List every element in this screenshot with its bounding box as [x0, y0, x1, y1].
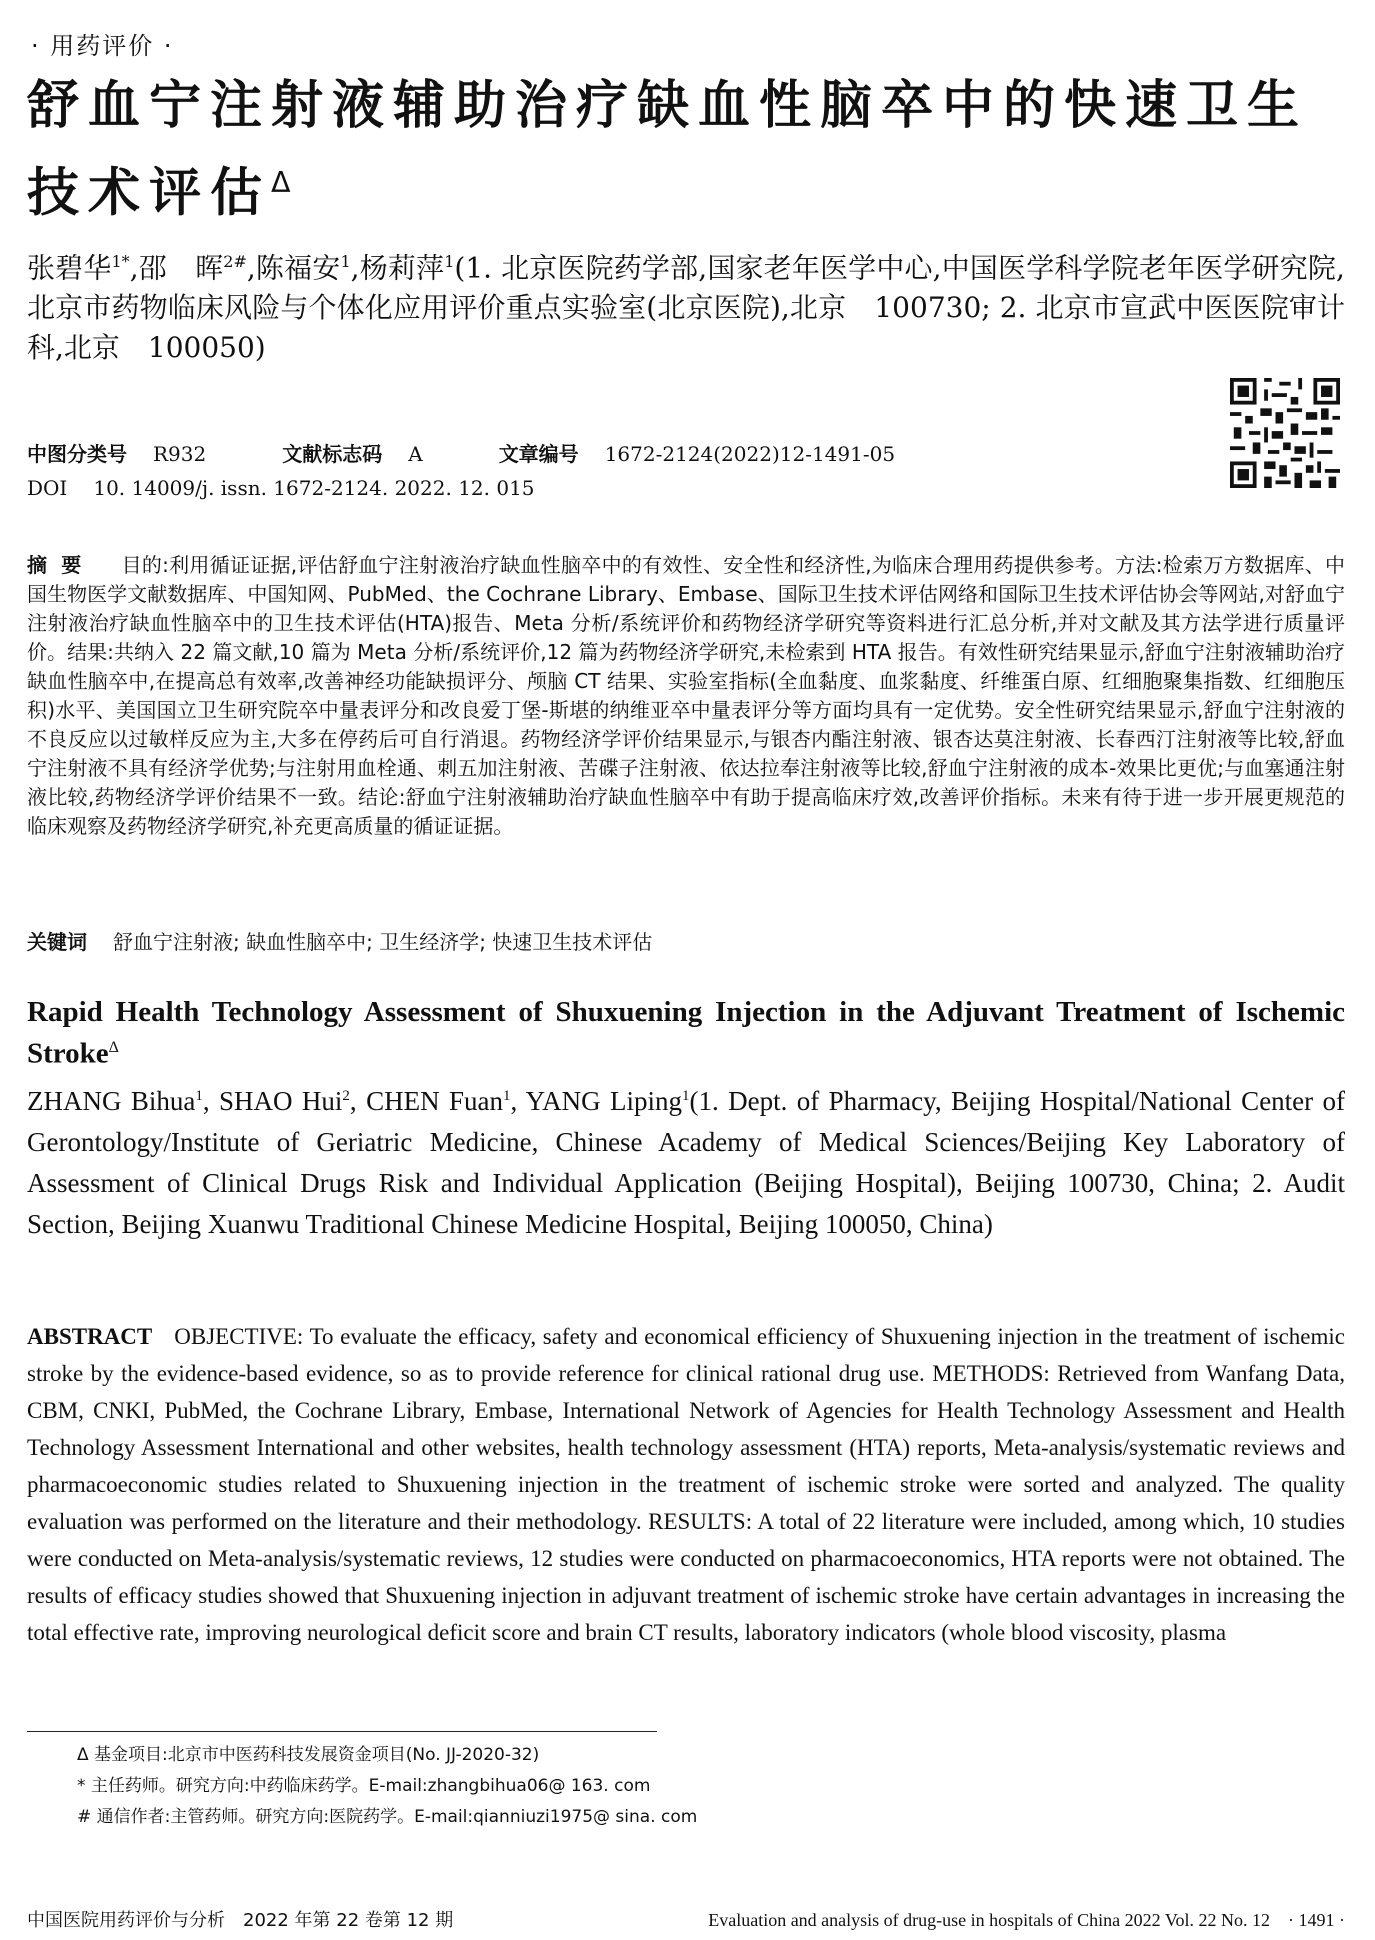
author-en-sup: 1 — [195, 1088, 203, 1104]
section-tag: · 用药评价 · — [31, 32, 174, 60]
footnote-first-author: * 主任药师。研究方向:中药临床药学。E-mail:zhangbihua06@ 163. com — [77, 1776, 651, 1796]
author-separator: , — [129, 251, 139, 285]
author-en-sup: 1 — [681, 1088, 690, 1104]
journal-footer-en: Evaluation and analysis of drug-use in hospitals of China 2022 Vol. 22 No. 12 · 1491 · — [708, 1910, 1345, 1930]
keywords-cn-label: 关键词 — [27, 930, 87, 954]
author-en: SHAO Hui — [219, 1086, 343, 1116]
article-value: 1672-2124(2022)12-1491-05 — [604, 442, 896, 466]
title-cn-text: 舒血宁注射液辅助治疗缺血性脑卒中的快速卫生技术评估 — [27, 76, 1309, 224]
author-en: ZHANG Bihua — [27, 1086, 196, 1116]
abstract-en-text: OBJECTIVE: To evaluate the efficacy, safety and economical efficiency of Shuxuening injection in the treatment of ischemic stroke by the evidence-based evidence, so as to provide reference for clinical rational drug use. METHODS: Retrieved from Wanfang Data, CBM, CNKI, PubMed, the Cochrane Library, Embase, International Network of Agencies for Health Technology Assessment and Health Technology Assessment International and other websites, health technology assessment (HTA) reports, Meta-analysis/systematic reviews and pharmacoeconomic studies related to Shuxuening injection in the treatment of ischemic stroke were sorted and analyzed. The quality evaluation was performed on the literature and their methodology. RESULTS: A total of 22 literature were included, among which, 10 studies were conducted on Meta-analysis/systematic reviews, 12 studies were conducted on pharmacoeconomics, HTA reports were not obtained. The results of efficacy studies showed that Shuxuening injection in adjuvant treatment of ischemic stroke have certain advantages in increasing the total effective rate, improving neurological deficit score and brain CT results, laboratory indicators (whole blood viscosity, plasma — [27, 1324, 1345, 1645]
author-en-sup: 2 — [342, 1088, 350, 1104]
abstract-cn-label: 摘要 — [27, 553, 96, 577]
class-label: 中图分类号 — [27, 442, 127, 466]
keywords-cn — [27, 926, 1345, 955]
author-separator: , — [246, 251, 256, 285]
author-separator: , — [350, 251, 360, 285]
author-cn-sup: 1 — [444, 252, 455, 271]
affiliation-cn: (1. 北京医院药学部,国家老年医学中心,中国医学科学院老年医学研究院,北京市药物临床风险与个体化应用评价重点实验室(北京医院),北京 100730; 2. 北京市宣武中医医院审计科,北京 100050) — [27, 251, 1345, 365]
footnotes — [77, 1740, 697, 1833]
author-en: YANG Liping — [525, 1086, 682, 1116]
title-cn-fund-mark: Δ — [271, 165, 291, 199]
author-separator: , — [510, 1086, 526, 1116]
title-en — [27, 994, 1345, 1072]
journal-footer-cn: 中国医院用药评价与分析 2022 年第 22 卷第 12 期 — [27, 1910, 454, 1931]
footnote-divider — [27, 1731, 657, 1732]
author-cn-sup: 1 — [340, 252, 351, 271]
abstract-cn-text: 目的:利用循证证据,评估舒血宁注射液治疗缺血性脑卒中的有效性、安全性和经济性,为临床合理用药提供参考。方法:检索万方数据库、中国生物医学文献数据库、中国知网、PubMed、the Cochrane Library、Embase、国际卫生技术评估网络和国际卫生技术评估协会等网站,对舒血宁注射液治疗缺血性脑卒中的卫生技术评估(HTA)报告、Meta 分析/系统评价和药物经济学研究等资料进行汇总分析,并对文献及其方法学进行质量评价。结果:共纳入 22 篇文献,10 篇为 Meta 分析/系统评价,12 篇为药物经济学研究,未检索到 HTA 报告。有效性研究结果显示,舒血宁注射液辅助治疗缺血性脑卒中,在提高总有效率,改善神经功能缺损评分、颅脑 CT 结果、实验室指标(全血黏度、血浆黏度、纤维蛋白原、红细胞聚集指数、红细胞压积)水平、美国国立卫生研究院卒中量表评分和改良爱丁堡-斯堪的纳维亚卒中量表评分等方面均具有一定优势。安全性研究结果显示,舒血宁注射液的不良反应以过敏样反应为主,大多在停药后可自行消退。药物经济学评价结果显示,与银杏内酯注射液、银杏达莫注射液、长春西汀注射液等比较,舒血宁注射液不具有经济学优势;与注射用血栓通、刺五加注射液、苦碟子注射液、依达拉奉注射液等比较,舒血宁注射液的成本-效果比更优;与血塞通注射液比较,药物经济学评价结果不一致。结论:舒血宁注射液辅助治疗缺血性脑卒中有助于提高临床疗效,改善评价指标。未来有待于进一步开展更规范的临床观察及药物经济学研究,补充更高质量的循证证据。 — [27, 553, 1345, 838]
code-label: 文献标志码 — [282, 442, 383, 466]
authors-cn — [27, 242, 1345, 368]
affiliation-en: (1. Dept. of Pharmacy, Beijing Hospital/National Center of Gerontology/Institute of Geriatric Medicine, Chinese Academy of Medical Sciences/Beijing Key Laboratory of Assessment of Clinical Drugs Risk and Individual Application (Beijing Hospital), Beijing 100730, China; 2. Audit Section, Beijing Xuanwu Traditional Chinese Medicine Hospital, Beijing 100050, China) — [27, 1086, 1346, 1239]
doi-row — [27, 476, 535, 500]
paper-page — [27, 0, 1345, 1940]
author-cn: 杨莉萍 — [359, 251, 445, 285]
author-separator: , — [202, 1086, 220, 1116]
classification-row — [27, 438, 971, 467]
abstract-en — [27, 1318, 1345, 1651]
qr-code-icon[interactable] — [1230, 378, 1340, 488]
doi-label: DOI — [27, 476, 68, 500]
author-cn: 邵 晖 — [138, 251, 224, 285]
doi-value[interactable]: 10. 14009/j. issn. 1672-2124. 2022. 12. 015 — [93, 476, 535, 500]
abstract-en-label: ABSTRACT — [27, 1324, 153, 1349]
author-cn: 张碧华 — [27, 251, 112, 285]
title-cn — [27, 68, 1345, 231]
author-separator: , — [349, 1086, 367, 1116]
title-en-fund-mark: Δ — [108, 1039, 119, 1056]
class-value: R932 — [153, 442, 207, 466]
author-cn-sup: 1* — [111, 252, 130, 271]
author-cn: 陈福安 — [255, 251, 341, 285]
footnote-fund: Δ 基金项目:北京市中医药科技发展资金项目(No. JJ-2020-32) — [77, 1745, 540, 1765]
abstract-cn — [27, 551, 1345, 841]
footnote-corresponding: # 通信作者:主管药师。研究方向:医院药学。E-mail:qianniuzi1975@ sina. com — [77, 1807, 698, 1827]
code-value: A — [408, 442, 423, 466]
authors-en — [27, 1076, 1345, 1245]
author-cn-sup: 2# — [223, 252, 247, 271]
title-en-text: Rapid Health Technology Assessment of Shuxuening Injection in the Adjuvant Treatment of Ischemic Stroke — [27, 996, 1345, 1070]
article-label: 文章编号 — [498, 442, 579, 466]
author-en-sup: 1 — [502, 1088, 511, 1104]
author-en: CHEN Fuan — [366, 1086, 503, 1116]
keywords-cn-text: 舒血宁注射液; 缺血性脑卒中; 卫生经济学; 快速卫生技术评估 — [113, 930, 653, 954]
